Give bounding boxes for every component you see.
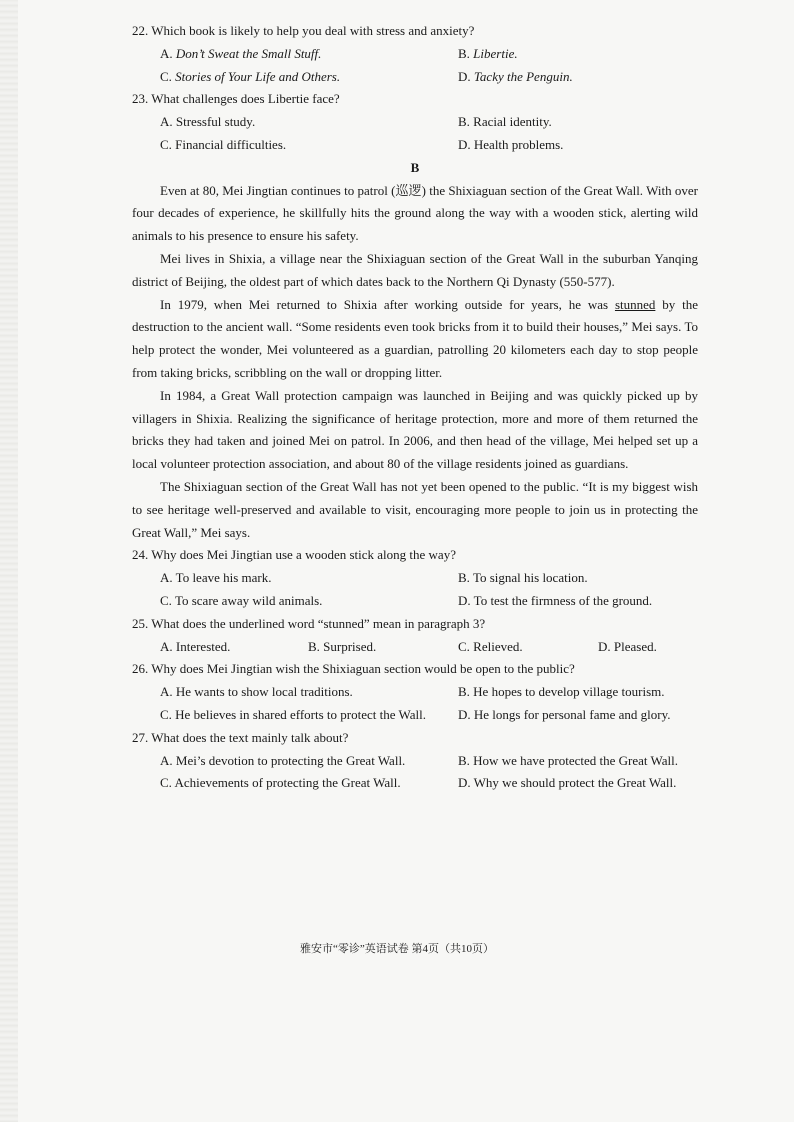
- paragraph-1: Even at 80, Mei Jingtian continues to patrol (巡逻) the Shixiaguan section of the Great Wall. With over four decades of experience, he skillfully hits the ground along the way with a wooden stick, alerting wild animals to his presence to ensure his safety.: [132, 182, 698, 244]
- option-d: D. Health problems.: [458, 136, 564, 152]
- option-d: D. Pleased.: [598, 638, 657, 654]
- page-footer: 雅安市“零诊”英语试卷 第4页（共10页）: [299, 943, 494, 955]
- options: [132, 111, 698, 157]
- option-a: A. Stressful study.: [160, 114, 256, 130]
- question-25: [132, 613, 698, 659]
- option-a: A. Mei’s devotion to protecting the Great Wall.: [160, 752, 406, 768]
- question-22: [132, 20, 698, 88]
- option-b: B. To signal his location.: [458, 570, 588, 586]
- option-b: B. How we have protected the Great Wall.: [458, 752, 678, 768]
- options: [132, 636, 698, 659]
- paragraph-2: Mei lives in Shixia, a village near the Shixiaguan section of the Great Wall in the suburban Yanqing district of Beijing, the oldest part of which dates back to the Northern Qi Dynasty (550-577).: [132, 250, 698, 289]
- option-c: C. Relieved.: [458, 638, 523, 654]
- option-c: C. To scare away wild animals.: [160, 592, 323, 608]
- options: [132, 750, 698, 796]
- passage-b: [132, 180, 698, 545]
- paragraph-5: The Shixiaguan section of the Great Wall has not yet been opened to the public. “It is my biggest wish to see heritage well-preserved and available to visit, encouraging more people to join us in protecting the Great Wall,” Mei says.: [132, 478, 698, 540]
- option-b: B. Racial identity.: [458, 114, 552, 130]
- question-24: [132, 544, 698, 612]
- question-26: [132, 658, 698, 726]
- question-27: [132, 727, 698, 795]
- paragraph-3: In 1979, when Mei returned to Shixia after working outside for years, he was stunned by the destruction to the ancient wall. “Some residents even took bricks from it to build their houses,” Mei says. To help protect the wonder, Mei volunteered as a guardian, patrolling 20 kilometers each day to stop people from taking bricks, scribbling on the wall or dropping litter.: [132, 296, 698, 380]
- options: [132, 567, 698, 613]
- option-c: C. He believes in shared efforts to protect the Wall.: [160, 706, 426, 722]
- option-d: D. He longs for personal fame and glory.: [458, 706, 671, 722]
- question-stem: 22. Which book is likely to help you deal with stress and anxiety?: [132, 23, 475, 38]
- question-stem: 26. Why does Mei Jingtian wish the Shixiaguan section would be open to the public?: [132, 661, 575, 677]
- paragraph-4: In 1984, a Great Wall protection campaign was launched in Beijing and was quickly picked up by villagers in Shixia. Realizing the significance of heritage protection, more and more of them returned the bricks they had taken and joined Mei on patrol. In 2006, and then head of the village, Mei helped set up a local volunteer protection association, and about 80 of the village residents joined as guardians.: [132, 387, 698, 472]
- option-c: C. Achievements of protecting the Great Wall.: [160, 775, 401, 791]
- option-a: A. To leave his mark.: [160, 570, 272, 586]
- option-a: A. Interested.: [160, 638, 231, 654]
- question-stem: 23. What challenges does Libertie face?: [132, 91, 340, 107]
- section-title: B: [410, 159, 420, 175]
- option-a: A. Don’t Sweat the Small Stuff.: [160, 45, 322, 61]
- question-stem: 27. What does the text mainly talk about?: [132, 729, 349, 745]
- option-d: D. Tacky the Penguin.: [458, 68, 573, 84]
- option-c: C. Stories of Your Life and Others.: [160, 68, 341, 84]
- option-a: A. He wants to show local traditions.: [160, 684, 353, 700]
- option-b: B. Libertie.: [458, 45, 518, 61]
- option-d: D. Why we should protect the Great Wall.: [458, 775, 677, 791]
- underlined-word: stunned: [614, 296, 656, 312]
- question-stem: 24. Why does Mei Jingtian use a wooden stick along the way?: [132, 547, 456, 563]
- question-23: [132, 88, 698, 156]
- option-c: C. Financial difficulties.: [160, 136, 287, 152]
- options: [132, 681, 698, 727]
- page-content: [132, 20, 698, 795]
- option-b: B. Surprised.: [308, 638, 377, 654]
- option-b: B. He hopes to develop village tourism.: [458, 684, 665, 700]
- option-d: D. To test the firmness of the ground.: [458, 592, 653, 608]
- question-stem: 25. What does the underlined word “stunned” mean in paragraph 3?: [132, 615, 486, 631]
- options: [132, 43, 698, 89]
